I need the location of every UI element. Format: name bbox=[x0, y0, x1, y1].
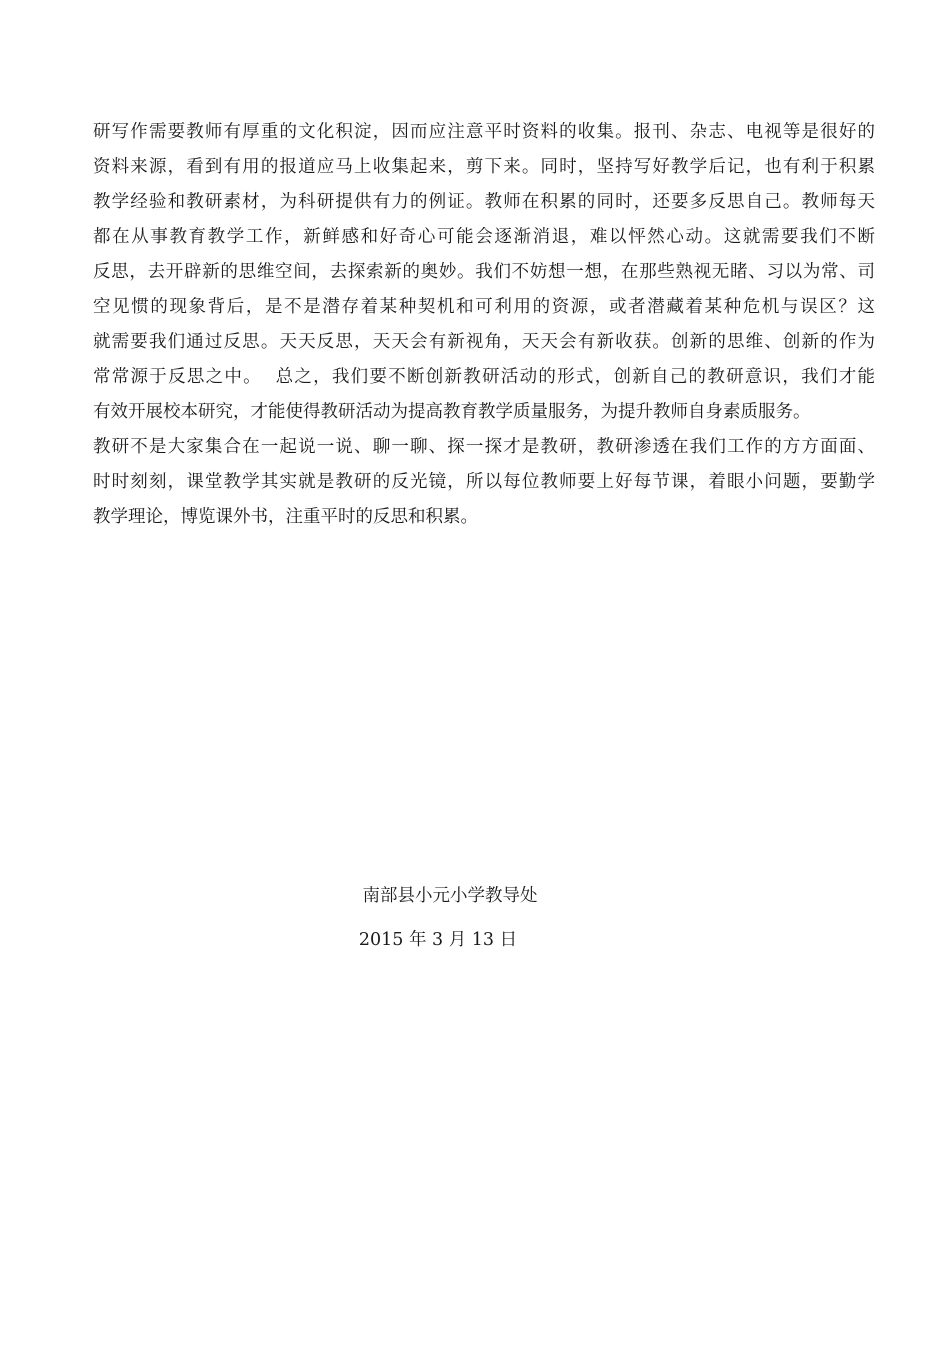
body-line: 空见惯的现象背后，是不是潜存着某种契机和可利用的资源，或者潜藏着某种危机与误区？这 bbox=[93, 297, 875, 317]
signature-organization: 南部县小元小学教导处 bbox=[362, 886, 538, 906]
body-line: 教学经验和教研素材，为科研提供有力的例证。教师在积累的同时，还要多反思自己。教师每天 bbox=[93, 192, 875, 212]
body-line: 教学理论，博览课外书，注重平时的反思和积累。 bbox=[93, 507, 478, 527]
body-line: 就需要我们通过反思。天天反思，天天会有新视角，天天会有新收获。创新的思维、创新的作为 bbox=[93, 332, 875, 352]
body-line: 研写作需要教师有厚重的文化积淀，因而应注意平时资料的收集。报刊、杂志、电视等是很好的 bbox=[93, 122, 875, 142]
body-line: 有效开展校本研究，才能使得教研活动为提高教育教学质量服务，为提升教师自身素质服务。 bbox=[93, 402, 811, 422]
body-line: 都在从事教育教学工作，新鲜感和好奇心可能会逐渐消退，难以怦然心动。这就需要我们不断 bbox=[93, 227, 875, 247]
body-line: 反思，去开辟新的思维空间，去探索新的奥妙。我们不妨想一想，在那些熟视无睹、习以为常、司 bbox=[93, 262, 875, 282]
body-text bbox=[93, 115, 875, 535]
body-line: 时时刻刻，课堂教学其实就是教研的反光镜，所以每位教师要上好每节课，着眼小问题，要勤学 bbox=[93, 472, 875, 492]
body-line: 资料来源，看到有用的报道应马上收集起来，剪下来。同时，坚持写好教学后记，也有利于积累 bbox=[93, 157, 875, 177]
body-line: 常常源于反思之中。 总之，我们要不断创新教研活动的形式，创新自己的教研意识，我们才能 bbox=[93, 367, 875, 387]
signature-date: 2015 年 3 月 13 日 bbox=[358, 930, 518, 950]
body-line: 教研不是大家集合在一起说一说、聊一聊、探一探才是教研，教研渗透在我们工作的方方面面、 bbox=[93, 437, 875, 457]
